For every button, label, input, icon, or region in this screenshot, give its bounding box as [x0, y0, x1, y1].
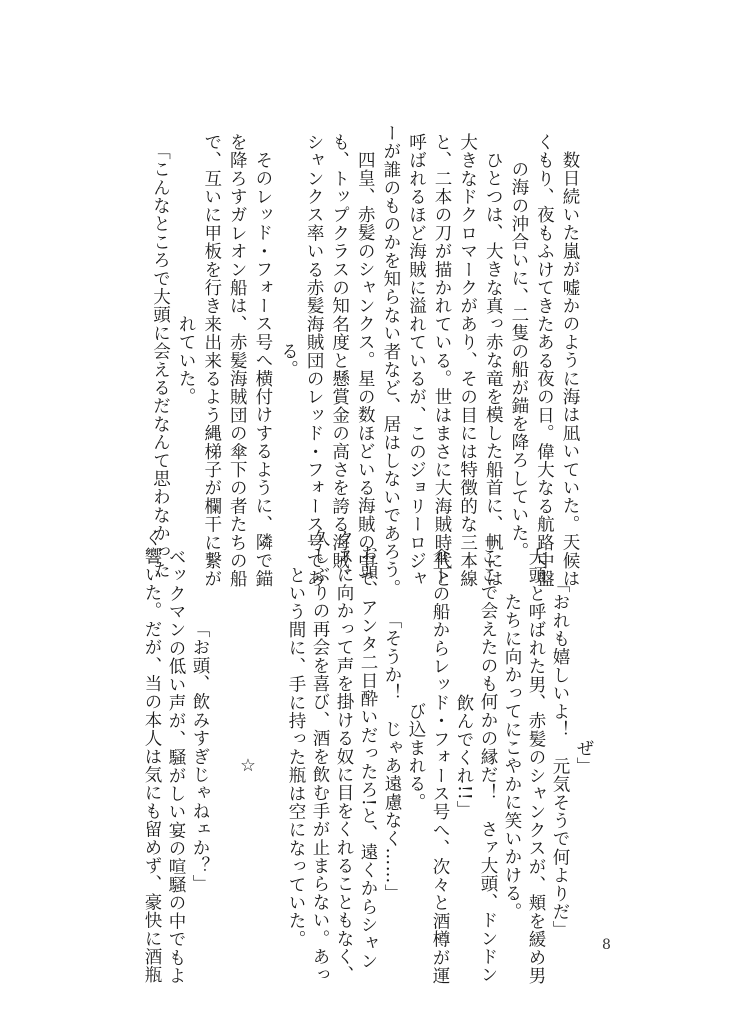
text-line-content: れていた。 — [176, 315, 197, 407]
text-line-content: 久しぶりの再会を喜び、酒を飲む手が止まらない。あっ — [310, 529, 330, 985]
text-line-content: クスに向かって声を掛ける奴に目をくれることもなく、 — [334, 529, 354, 985]
text-line-content: 数日続いた嵐が嘘かのように海は凪いていた。天候は — [560, 151, 580, 589]
text-line — [232, 529, 256, 985]
text-line — [472, 529, 496, 985]
text-line — [256, 529, 280, 985]
text-line — [568, 529, 592, 985]
text-line — [399, 124, 425, 597]
text-line — [208, 529, 232, 985]
text-line — [501, 124, 527, 597]
text-line — [400, 529, 424, 985]
text-line — [136, 529, 160, 985]
text-line-content: び込まれる。 — [406, 702, 426, 812]
text-line-content: 飲んでくれ!!」 — [454, 694, 474, 820]
text-line — [552, 124, 578, 597]
text-line-content: 大頭と呼ばれた男、赤髪のシャンクスが、頬を緩め男 — [526, 547, 546, 985]
text-line-content: シャンクス率いる赤髪海賊団のレッド・フォース号であ — [304, 133, 325, 589]
text-line — [352, 529, 376, 985]
text-line-content: くもり、夜もふけてきたある夜の日。偉大なる航路中盤 — [534, 133, 555, 589]
text-line-content: ベックマンの低い声が、騒がしい宴の喧騒の中でもよ — [166, 547, 186, 985]
page-number: 8 — [602, 937, 611, 953]
text-line — [271, 124, 297, 597]
text-line — [476, 124, 502, 597]
text-line-content: ☆ — [238, 755, 258, 777]
text-line-content: たちに向かってにこやかに笑いかける。 — [502, 592, 522, 921]
text-line-content: 呼ばれるほど海賊に溢れているが、このジョリーロジャ — [406, 133, 427, 589]
text-line-content: の海の沖合いに、二隻の船が錨を降ろしていた。 — [508, 160, 529, 561]
text-line-content: という間に、手に持った瓶は空になっていた。 — [286, 565, 306, 948]
text-line — [184, 529, 208, 985]
text-line-content: 「ここで会えたのも何かの縁だ！ さァ大頭、ドンドン — [478, 529, 498, 985]
text-line-content: 四皇、赤髪のシャンクス。星の数ほどいる海賊の中で — [355, 151, 376, 589]
text-block-top — [143, 124, 578, 597]
text-line — [348, 124, 374, 597]
text-block-bottom — [136, 529, 592, 985]
text-line-content: も、トップクラスの知名度と懸賞金の高さを誇る海賊、 — [329, 133, 350, 589]
text-line — [194, 124, 220, 597]
text-line — [143, 124, 169, 597]
text-line — [424, 124, 453, 597]
text-line-content: 「こんなところで大頭に会えるだなんて思わなかった — [150, 142, 171, 579]
text-line — [496, 529, 520, 985]
text-line — [160, 529, 184, 985]
text-line-content: 「お頭、飲みすぎじゃねェか？」 — [190, 620, 210, 894]
text-line — [424, 529, 448, 985]
text-line — [544, 529, 568, 985]
text-line-content: と、二本の刀が描かれている。世はまさに大海賊時代と — [432, 133, 453, 589]
text-line — [322, 124, 348, 597]
text-line-content: で、互いに甲板を行き来出来るよう縄梯子が欄干に繋が — [201, 133, 222, 589]
text-line-content: 「おれも嬉しいよ！ 元気そうで何よりだ」 — [550, 574, 570, 939]
text-line — [373, 124, 399, 597]
text-line-content: 「そうか！ じゃあ遠慮なく……」 — [382, 611, 402, 903]
text-line-content: ーが誰のものかを知らない者など、居はしないであろう。 — [380, 124, 401, 598]
text-line-content: る。 — [278, 342, 299, 379]
text-line — [280, 529, 304, 985]
text-line — [328, 529, 352, 985]
text-line — [450, 124, 476, 597]
text-line — [296, 124, 325, 597]
text-line-content: く響いた。だが、当の本人は気にも留めず、豪快に酒瓶 — [142, 529, 162, 985]
text-line-content: お頭、アンタ二日酔いだったろ!と、遠くからシャン — [358, 543, 378, 970]
text-line-content: そのレッド・フォース号へ横付けするように、隣で錨 — [252, 151, 273, 589]
text-line — [520, 529, 544, 985]
text-line — [304, 529, 328, 985]
text-line-content: を降ろすガレオン船は、赤髪海賊団の傘下の者たちの船 — [227, 133, 248, 589]
text-line-content: 傘下の船からレッド・フォース号へ、次々と酒樽が運 — [430, 547, 450, 985]
text-line — [169, 124, 195, 597]
text-line — [376, 529, 400, 985]
text-line-content: ひとつは、大きな真っ赤な竜を模した船首に、帆には — [483, 151, 504, 589]
text-line — [220, 124, 246, 597]
text-line-content: 大きなドクロマークがあり、その目には特徴的な三本線 — [457, 133, 478, 589]
text-line — [448, 529, 472, 985]
text-line — [245, 124, 271, 597]
text-line-content: ぜ」 — [574, 738, 594, 775]
text-line — [527, 124, 553, 597]
